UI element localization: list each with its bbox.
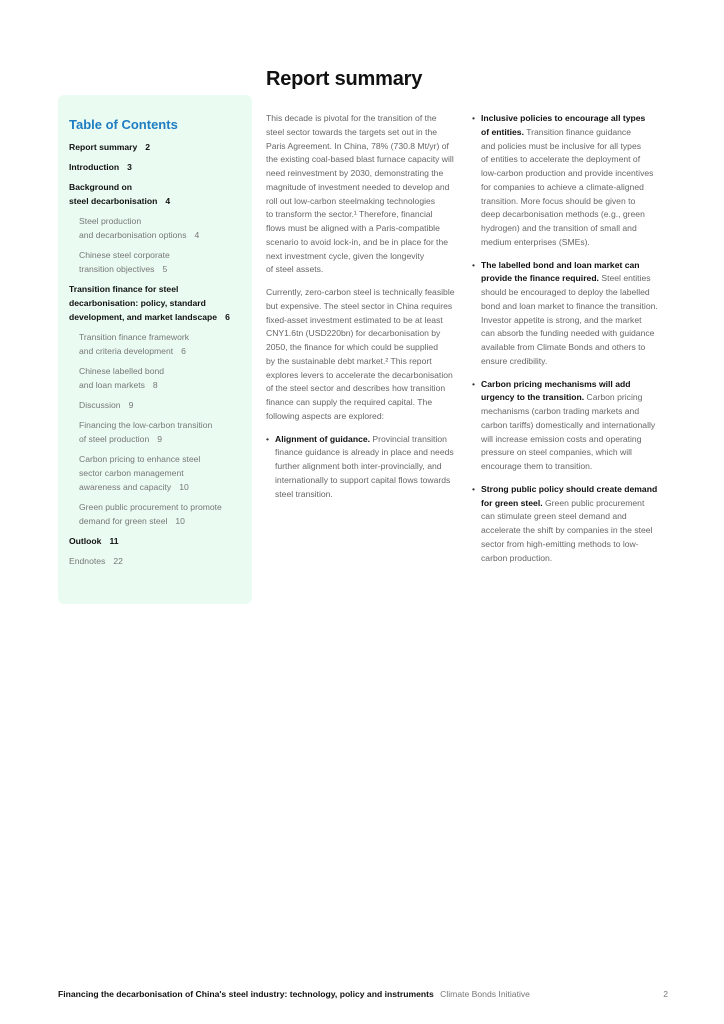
toc-entry-label: Endnotes: [69, 556, 106, 566]
bullet-body: Carbon pricing mechanisms (carbon trading markets and carbon tariffs) domestically and internationally will increase emission costs and operating pressure on steel companies, which will encourage them to transition.: [481, 392, 656, 471]
toc-entry-page: 8: [152, 380, 158, 390]
toc-entry-page: 10: [179, 482, 189, 492]
page-number: 2: [663, 989, 668, 999]
bullet-body: Transition finance guidance and policies must be inclusive for all types of entities to accelerate the deployment of low-carbon production and provide incentives for companies to achieve a climate-aligned transition. More focus should be given to deep decarbonisation methods (e.g., green hydrogen) and the transition of small and medium enterprises (SMEs).: [481, 126, 654, 247]
toc-entry-label: Carbon pricing to enhance steel sector carbon management awareness and capacity: [79, 454, 201, 492]
toc-entry[interactable]: [69, 554, 244, 568]
toc-entry-label: Chinese labelled bond and loan markets: [79, 366, 165, 390]
toc-entry[interactable]: [69, 364, 244, 392]
toc-entry-page: 3: [127, 162, 132, 172]
bullet-text: [481, 260, 658, 366]
toc-list: [69, 140, 244, 568]
bullet-item: [266, 433, 460, 502]
bullet-body: Green public procurement can stimulate green steel demand and accelerate the shift by companies in the steel sector from high-emitting methods to low- carbon production.: [481, 497, 653, 563]
toc-entry-page: 5: [162, 264, 168, 274]
toc-entry[interactable]: [69, 452, 244, 494]
toc-entry-page: 22: [113, 556, 123, 566]
bullet-text: [275, 434, 454, 499]
toc-entry-label: Transition finance framework and criteria development: [79, 332, 190, 356]
toc-entry-page: 10: [175, 516, 185, 526]
page-footer: [58, 989, 668, 999]
bullet-text: [481, 113, 653, 247]
toc-entry-label: Steel production and decarbonisation options: [79, 216, 187, 240]
footer-report-title: Financing the decarbonisation of China's steel industry: technology, policy and instruments: [58, 989, 434, 999]
toc-entry[interactable]: [69, 398, 244, 412]
toc-entry-page: 2: [145, 142, 151, 152]
bullet-lead: Carbon pricing mechanisms will add urgency to the transition.: [481, 378, 631, 403]
bullet-lead: Strong public policy should create demand for green steel.: [481, 483, 658, 508]
toc-entry-page: 11: [109, 536, 119, 546]
toc-entry[interactable]: [69, 500, 244, 528]
toc-title: Table of Contents: [69, 117, 178, 132]
toc-entry-page: 4: [194, 230, 200, 240]
toc-entry-page: 6: [225, 312, 230, 322]
toc-entry-label: Report summary: [69, 142, 138, 152]
toc-entry[interactable]: [69, 418, 244, 446]
bullet-lead: Alignment of guidance.: [275, 433, 371, 444]
bullet-text: [481, 484, 657, 563]
toc-entry-label: Financing the low-carbon transition of steel production: [79, 420, 213, 444]
bullet-body: Steel entities should be encouraged to deploy the labelled bond and loan market to finance the transition. Investor appetite is strong, and the market can absorb the funding needed with guidance available from Climate Bonds and others to ensure credibility.: [481, 273, 658, 366]
toc-entry-page: 6: [181, 346, 186, 356]
bullet-lead: The labelled bond and loan market can provide the finance required.: [481, 259, 640, 284]
bullet-text: [481, 379, 655, 472]
summary-paragraph: Currently, zero-carbon steel is technically feasible but expensive. The steel sector in China requires fixed-asset investment estimated to be at least CNY1.6tn (USD220bn) for decarbonisation by 2050, the finance for which could be supplied by the sustainable debt market.² This report explores levers to accelerate the decarbonisation of the steel sector and describes how transition finance can supply the required capital. The following aspects are explored:: [266, 287, 455, 421]
toc-entry-label: Transition finance for steel decarbonisation: policy, standard development, and market landscape: [69, 284, 218, 322]
table-of-contents: [58, 95, 252, 604]
footer-organization: Climate Bonds Initiative: [440, 989, 530, 999]
toc-entry[interactable]: [69, 534, 244, 548]
summary-paragraph: This decade is pivotal for the transition of the steel sector towards the targets set out in the Paris Agreement. In China, 78% (730.8 Mt/yr) of the existing coal-based blast furnace capacity will need reinvestment by 2030, demonstrating the magnitude of investment needed to develop and roll out low-carbon steelmaking technologies to transform the sector.¹ Therefore, financial flows must be aligned with a Paris-compatible scenario to avoid lock-in, and be in place for the next investment cycle, given the longevity of steel assets.: [266, 113, 454, 275]
summary-column-middle: [266, 112, 460, 510]
bullet-item: [472, 112, 666, 250]
toc-entry[interactable]: [69, 214, 244, 242]
toc-entry[interactable]: [69, 160, 244, 174]
page-title: Report summary: [266, 68, 423, 90]
bullet-item: [472, 259, 666, 369]
bullet-item: [472, 378, 666, 474]
toc-entry[interactable]: [69, 282, 244, 324]
bullet-lead: Inclusive policies to encourage all types of entities.: [481, 113, 646, 137]
bullet-list: [266, 433, 460, 502]
toc-entry-label: Green public procurement to promote demand for green steel: [79, 502, 222, 526]
summary-column-right: [472, 112, 666, 574]
toc-entry-label: Background on steel decarbonisation: [69, 182, 158, 206]
bullet-body: Provincial transition finance guidance is already in place and needs further alignment both inter-provincially, and internationally to support capital flows towards steel transition.: [275, 433, 454, 499]
toc-entry-page: 9: [128, 400, 134, 410]
toc-entry-label: Chinese steel corporate transition objectives: [79, 250, 170, 274]
toc-entry-page: 9: [157, 434, 163, 444]
bullet-list: [472, 112, 666, 565]
toc-entry-label: Discussion: [79, 400, 121, 410]
toc-entry-label: Introduction: [69, 162, 120, 172]
toc-entry[interactable]: [69, 140, 244, 154]
toc-entry[interactable]: [69, 248, 244, 276]
toc-entry-page: 4: [165, 196, 171, 206]
toc-entry-label: Outlook: [69, 536, 102, 546]
toc-entry[interactable]: [69, 180, 244, 208]
bullet-item: [472, 483, 666, 566]
toc-entry[interactable]: [69, 330, 244, 358]
